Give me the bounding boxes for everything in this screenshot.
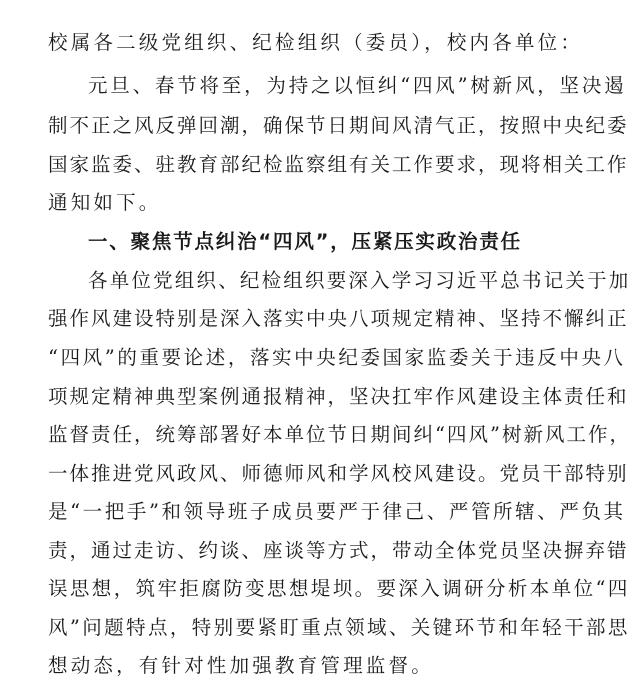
section-1-line-7: 是“一把手”和领导班子成员要严于律己、严管所辖、严负其 [48,500,626,523]
intro-line-3: 国家监委、驻教育部纪检监察组有关工作要求，现将相关工作 [48,153,629,176]
section-1-line-10: 风”问题特点，特别要紧盯重点领域、关键环节和年轻干部思 [48,616,630,639]
section-1-line-11: 想动态，有针对性加强教育管理监督。 [48,654,434,677]
section-1-line-9: 误思想，筑牢拒腐防变思想堤坝。要深入调研分析本单位“四 [48,577,630,600]
section-1-line-2: 强作风建设特别是深入落实中央八项规定精神、坚持不懈纠正 [48,307,629,330]
section-1-line-8: 责，通过走访、约谈、座谈等方式，带动全体党员坚决摒弃错 [48,539,629,562]
salutation: 校属各二级党组织、纪检组织（委员），校内各单位： [48,31,584,54]
intro-line-2: 制不正之风反弹回潮，确保节日期间风清气正，按照中央纪委 [48,114,629,137]
section-1-line-4: 项规定精神典型案例通报精神，坚决扛牢作风建设主体责任和 [48,385,629,408]
section-1-line-1: 各单位党组织、纪检组织要深入学习习近平总书记关于加 [88,269,631,292]
intro-line-1: 元旦、春节将至，为持之以恒纠“四风”树新风，坚决遏 [88,74,627,97]
intro-line-4: 通知如下。 [48,191,162,214]
section-1-heading: 一、聚焦节点纠治“四风”，压紧压实政治责任 [88,230,522,253]
section-1-line-3: “四风”的重要论述，落实中央纪委国家监委关于违反中央八 [48,346,626,369]
section-1-line-6: 一体推进党风政风、师德师风和学风校风建设。党员干部特别 [48,462,629,485]
section-1-line-5: 监督责任，统筹部署好本单位节日期间纠“四风”树新风工作， [48,423,631,446]
